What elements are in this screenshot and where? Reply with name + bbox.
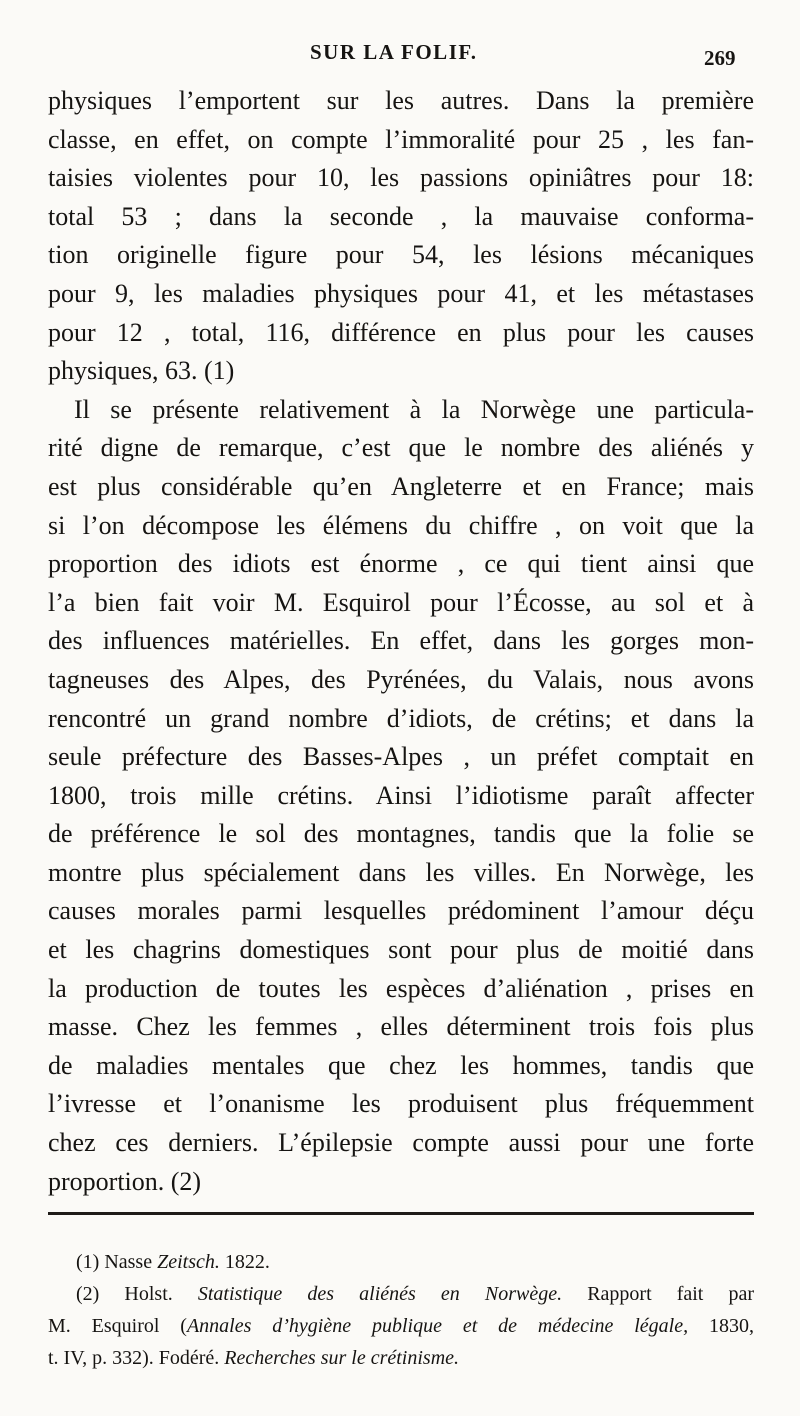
text-line: et les chagrins domestiques sont pour plus de moitié dans xyxy=(48,935,754,965)
body-text xyxy=(48,82,754,1201)
footnote-1 xyxy=(48,1246,754,1278)
footnote-author: Holst. xyxy=(124,1283,173,1305)
running-head xyxy=(0,36,800,76)
text-line: l’ivresse et l’onanisme les produisent plus fréquemment xyxy=(48,1089,754,1119)
text-line: tagneuses des Alpes, des Pyrénées, du Valais, nous avons xyxy=(48,664,754,694)
footnote-work-title: Zeitsch. xyxy=(157,1251,220,1273)
footnote-marker: (1) xyxy=(76,1251,100,1273)
text-line: est plus considérable qu’en Angleterre et en France; mais xyxy=(48,471,754,501)
footnote-journal-title: Annales d’hygiène publique et de médecine légale, xyxy=(186,1315,689,1337)
text-line: causes morales parmi lesquelles prédominent l’amour déçu xyxy=(48,896,754,926)
footnote-text: t. IV, p. 332). Fodéré. xyxy=(48,1347,220,1369)
footnote-text: M. Esquirol ( xyxy=(48,1315,187,1337)
text-line: rencontré un grand nombre d’idiots, de crétins; et dans la xyxy=(48,703,754,733)
text-line: de maladies mentales que chez les hommes, tandis que xyxy=(48,1050,754,1080)
text-line: si l’on décompose les élémens du chiffre , on voit que la xyxy=(48,510,754,540)
footnote-2-line-1 xyxy=(48,1278,754,1310)
footnote-rule xyxy=(48,1212,754,1215)
footnote-year: 1830, xyxy=(709,1315,754,1337)
text-line: proportion des idiots est énorme , ce qui tient ainsi que xyxy=(48,549,754,579)
footnotes xyxy=(48,1246,754,1374)
footnote-work-title: Statistique des aliénés en Norwège. xyxy=(197,1283,563,1305)
text-line: pour 9, les maladies physiques pour 41, et les métastases xyxy=(48,278,754,308)
footnote-2-line-2 xyxy=(48,1310,754,1342)
footnote-text: Rapport fait par xyxy=(587,1283,754,1305)
footnote-marker: (2) xyxy=(76,1283,100,1305)
text-line: des influences matérielles. En effet, dans les gorges mon- xyxy=(48,626,754,656)
running-title: SUR LA FOLIF. xyxy=(310,40,478,64)
footnote-author: Nasse xyxy=(104,1251,153,1273)
text-line: rité digne de remarque, c’est que le nombre des aliénés y xyxy=(48,433,754,463)
text-line: tion originelle figure pour 54, les lésions mécaniques xyxy=(48,240,754,270)
text-line: physiques, 63. (1) xyxy=(48,356,235,386)
footnote-year: 1822. xyxy=(224,1251,270,1273)
text-line: physiques l’emportent sur les autres. Dans la première xyxy=(48,86,754,115)
page-number: 269 xyxy=(704,46,736,70)
text-line: montre plus spécialement dans les villes. En Norwège, les xyxy=(48,857,754,887)
text-line: masse. Chez les femmes , elles déterminent trois fois plus xyxy=(48,1012,754,1042)
text-line: 1800, trois mille crétins. Ainsi l’idiotisme paraît affecter xyxy=(48,780,754,810)
text-line: taisies violentes pour 10, les passions opiniâtres pour 18: xyxy=(48,163,754,193)
text-line: l’a bien fait voir M. Esquirol pour l’Écosse, au sol et à xyxy=(48,587,754,617)
text-line: Il se présente relativement à la Norwège une particula- xyxy=(74,394,754,424)
text-line: chez ces derniers. L’épilepsie compte aussi pour une forte xyxy=(48,1128,754,1158)
footnote-work-title: Recherches sur le crétinisme. xyxy=(224,1347,460,1369)
text-line: seule préfecture des Basses-Alpes , un préfet comptait en xyxy=(48,742,754,772)
footnote-2-line-3 xyxy=(48,1342,754,1374)
text-line: la production de toutes les espèces d’aliénation , prises en xyxy=(48,973,754,1003)
text-line: de préférence le sol des montagnes, tandis que la folie se xyxy=(48,819,754,849)
text-line: total 53 ; dans la seconde , la mauvaise conforma- xyxy=(48,201,754,231)
text-line: pour 12 , total, 116, différence en plus pour les causes xyxy=(48,317,754,347)
text-line: classe, en effet, on compte l’immoralité pour 25 , les fan- xyxy=(48,124,754,154)
text-line: proportion. (2) xyxy=(48,1166,202,1196)
